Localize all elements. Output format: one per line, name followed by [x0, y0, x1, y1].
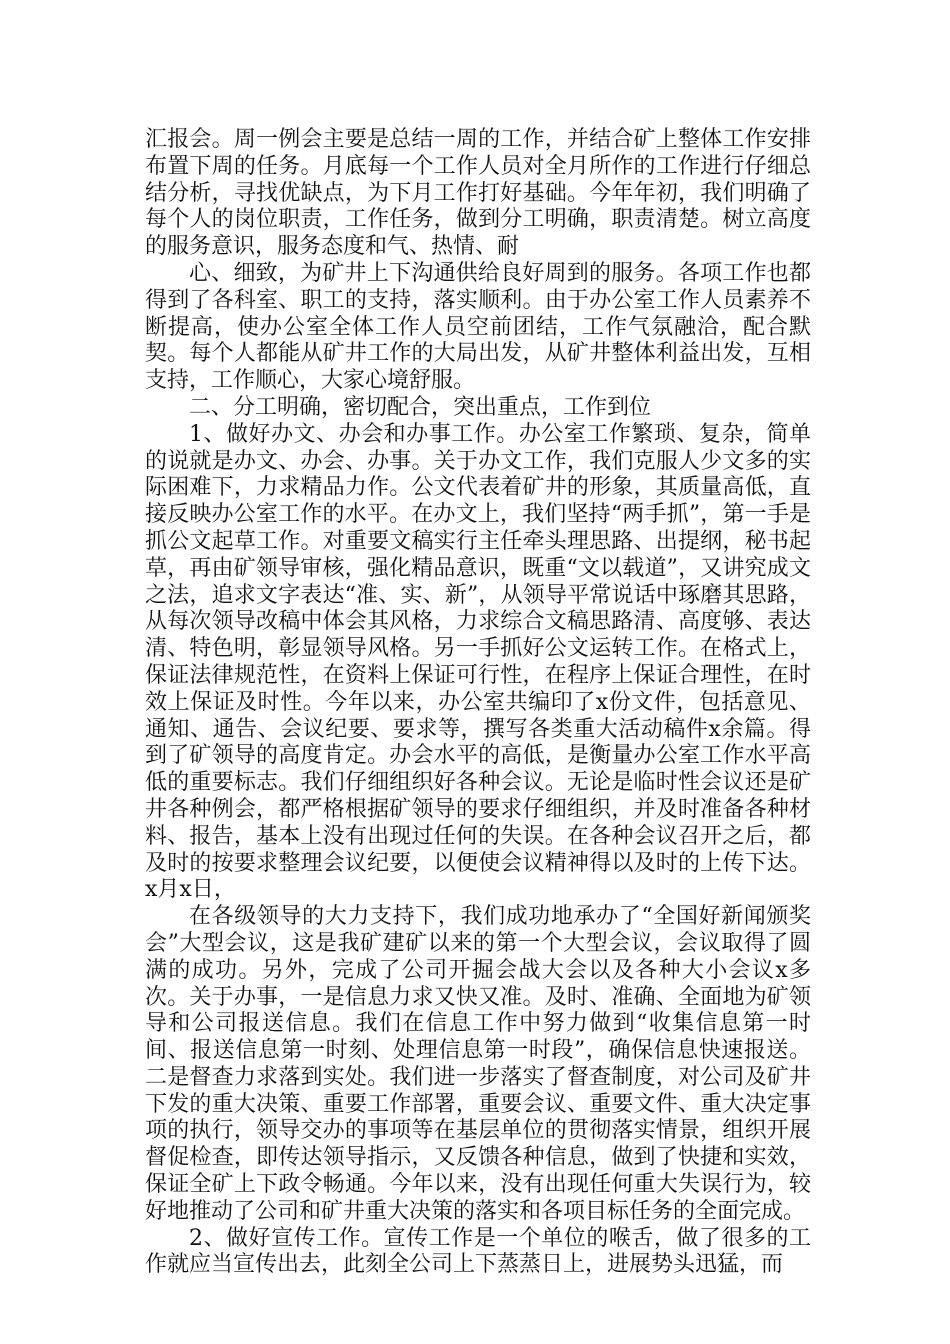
section-heading: 二、分工明确，密切配合，突出重点，工作到位 [189, 394, 652, 420]
paragraph-2: 心、细致，为矿井上下沟通供给良好周到的服务。各项工作也都得到了各科室、职工的支持，落实顺利。由于办公室工作人员素养不断提高，使办公室全体工作人员空前团结，工作气氛融洽，配合默契。每个人都能从矿井工作的大局出发，从矿井整体利益出发，互相支持，工作顺心，大家心境舒服。 [145, 260, 811, 394]
paragraph-3: 1、做好办文、办会和办事工作。办公室工作繁琐、复杂，简单的说就是办文、办会、办事。关于办文工作，我们克服人少文多的实际困难下，力求精品力作。公文代表着矿井的形象，其质量高低，直接反映办公室工作的水平。在办文上，我们坚持“两手抓”，第一手是抓公文起草工作。对重要文稿实行主任牵头理思路、出提纲，秘书起草，再由矿领导审核，强化精品意识，既重“文以载道”，又讲究成文之法，追求文字表达“准、实、新”，从领导平常说话中琢磨其思路，从每次领导改稿中体会其风格，力求综合文稿思路清、高度够、表达清、特色明，彰显领导风格。另一手抓好公文运转工作。在格式上，保证法律规范性，在资料上保证可行性，在程序上保证合理性，在时效上保证及时性。今年以来，办公室共编印了x份文件，包括意见、通知、通告、会议纪要、要求等，撰写各类重大活动稿件x余篇。得到了矿领导的高度肯定。办会水平的高低，是衡量办公室工作水平高低的重要标志。我们仔细组织好各种会议。无论是临时性会议还是矿井各种例会，都严格根据矿领导的要求仔细组织，并及时准备各种材料、报告，基本上没有出现过任何的失误。在各种会议召开之后，都及时的按要求整理会议纪要，以便使会议精神得以及时的上传下达。x月x日， [145, 421, 811, 903]
paragraph-5: 2、做好宣传工作。宣传工作是一个单位的喉舌，做了很多的工作就应当宣传出去，此刻全公司上下蒸蒸日上，进展势头迅猛，而 [145, 1225, 811, 1278]
paragraph-4: 在各级领导的大力支持下，我们成功地承办了“全国好新闻颁奖会”大型会议，这是我矿建矿以来的第一个大型会议，会议取得了圆满的成功。另外，完成了公司开掘会战大会以及各种大小会议x多次。关于办事，一是信息力求又快又准。及时、准确、全面地为矿领导和公司报送信息。我们在信息工作中努力做到“收集信息第一时间、报送信息第一时刻、处理信息第一时段”，确保信息快速报送。二是督查力求落到实处。我们进一步落实了督查制度，对公司及矿井下发的重大决策、重要工作部署，重要会议、重要文件、重大决定事项的执行，领导交办的事项等在基层单位的贯彻落实情景，组织开展督促检查，即传达领导指示，又反馈各种信息，做到了快捷和实效，保证全矿上下政令畅通。今年以来，没有出现任何重大失误行为，较好地推动了公司和矿井重大决策的落实和各项目标任务的全面完成。 [145, 904, 811, 1224]
document-page [145, 127, 811, 1279]
paragraph-1: 汇报会。周一例会主要是总结一周的工作，并结合矿上整体工作安排布置下周的任务。月底每一个工作人员对全月所作的工作进行仔细总结分析，寻找优缺点，为下月工作打好基础。今年年初，我们明确了每个人的岗位职责，工作任务，做到分工明确，职责清楚。树立高度的服务意识，服务态度和气、热情、耐 [145, 127, 811, 260]
